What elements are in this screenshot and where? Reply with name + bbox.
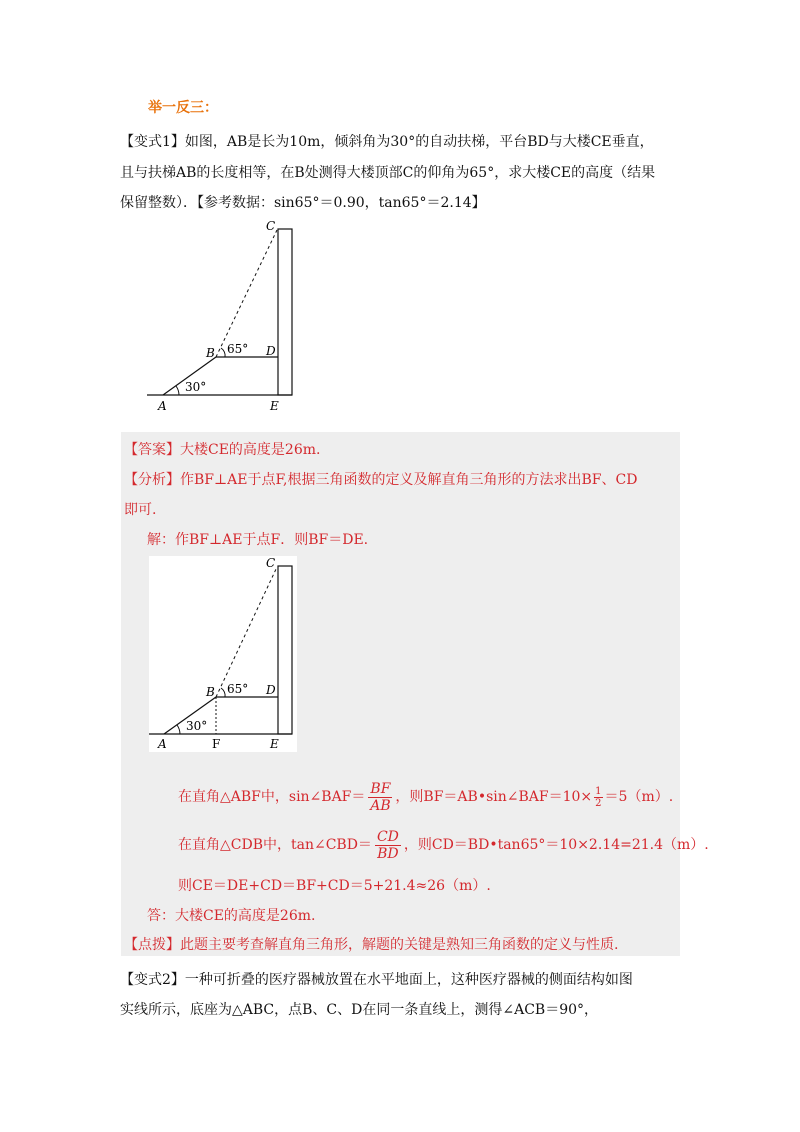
label-angle-30: 30° <box>186 719 208 733</box>
fraction-numerator: CD <box>376 828 399 845</box>
solution-line1: 解：作BF⊥AE于点F．则BF＝DE. <box>147 532 369 548</box>
eq1-prefix: 在直角△ABF中，sin∠BAF＝ <box>178 789 366 805</box>
angle-65-arc <box>221 348 225 357</box>
equation-2 <box>178 828 709 862</box>
figure-1-diagram <box>145 218 300 418</box>
angle-30-arc <box>176 386 179 395</box>
fraction-denominator: AB <box>370 797 391 814</box>
building-ce <box>278 229 292 395</box>
question2-line2: 实线所示，底座为△ABC，点B、C、D在同一条直线上，测得∠ACB＝90°， <box>120 1002 599 1018</box>
eq2-prefix: 在直角△CDB中，tan∠CBD＝ <box>178 837 372 853</box>
fraction-one-half <box>594 786 602 809</box>
building-ce <box>278 566 292 734</box>
equation-1 <box>178 780 673 814</box>
section-title: 举一反三： <box>148 100 218 116</box>
label-d: D <box>266 683 276 697</box>
label-c: C <box>266 219 276 233</box>
analysis-line2: 即可. <box>124 502 157 518</box>
analysis-line1: 【分析】作BF⊥AE于点F,根据三角函数的定义及解直角三角形的方法求出BF、CD <box>124 472 638 488</box>
label-d: D <box>266 344 276 358</box>
angle-30-arc <box>177 725 180 734</box>
label-a: A <box>158 399 167 413</box>
sightline-bc <box>216 230 277 357</box>
angle-65-arc <box>221 688 225 697</box>
fraction-numerator: 1 <box>595 785 602 797</box>
fraction-cd-bd <box>375 829 401 862</box>
label-e: E <box>270 737 279 751</box>
label-angle-65: 65° <box>227 342 249 356</box>
answer-line: 【答案】大楼CE的高度是26m. <box>124 442 321 458</box>
equation-3: 则CE＝DE+CD＝BF+CD＝5+21.4≈26（m）. <box>178 878 491 894</box>
question1-line2: 且与扶梯AB的长度相等，在B处测得大楼顶部C的仰角为65°，求大楼CE的高度（结果 <box>120 165 656 181</box>
comment-line: 【点拨】此题主要考查解直角三角形，解题的关键是熟知三角函数的定义与性质. <box>124 937 619 953</box>
label-a: A <box>158 737 167 751</box>
final-answer: 答：大楼CE的高度是26m. <box>147 908 316 924</box>
question1-line1: 【变式1】如图，AB是长为10m，倾斜角为30°的自动扶梯，平台BD与大楼CE垂直， <box>120 134 654 150</box>
sightline-bc <box>216 567 277 697</box>
fraction-numerator: BF <box>370 780 391 797</box>
label-e: E <box>270 399 279 413</box>
figure-2-diagram <box>149 556 297 752</box>
question1-line3: 保留整数）．【参考数据：sin65°＝0.90，tan65°＝2.14】 <box>120 195 486 211</box>
label-b: B <box>206 346 215 360</box>
label-c: C <box>266 556 276 570</box>
question2-line1: 【变式2】一种可折叠的医疗器械放置在水平地面上，这种医疗器械的侧面结构如图 <box>120 972 633 988</box>
label-b: B <box>206 685 215 699</box>
fraction-bf-ab <box>368 781 392 814</box>
eq2-suffix: ，则CD＝BD•tan65°＝10×2.14=21.4（m）. <box>403 837 709 853</box>
label-f: F <box>212 737 221 751</box>
label-angle-30: 30° <box>185 380 207 394</box>
eq1-middle: ，则BF＝AB•sin∠BAF＝10× <box>395 789 593 805</box>
fraction-denominator: BD <box>377 845 399 862</box>
fraction-denominator: 2 <box>595 797 602 809</box>
eq1-suffix: ＝5（m）. <box>604 789 674 805</box>
label-angle-65: 65° <box>227 682 249 696</box>
